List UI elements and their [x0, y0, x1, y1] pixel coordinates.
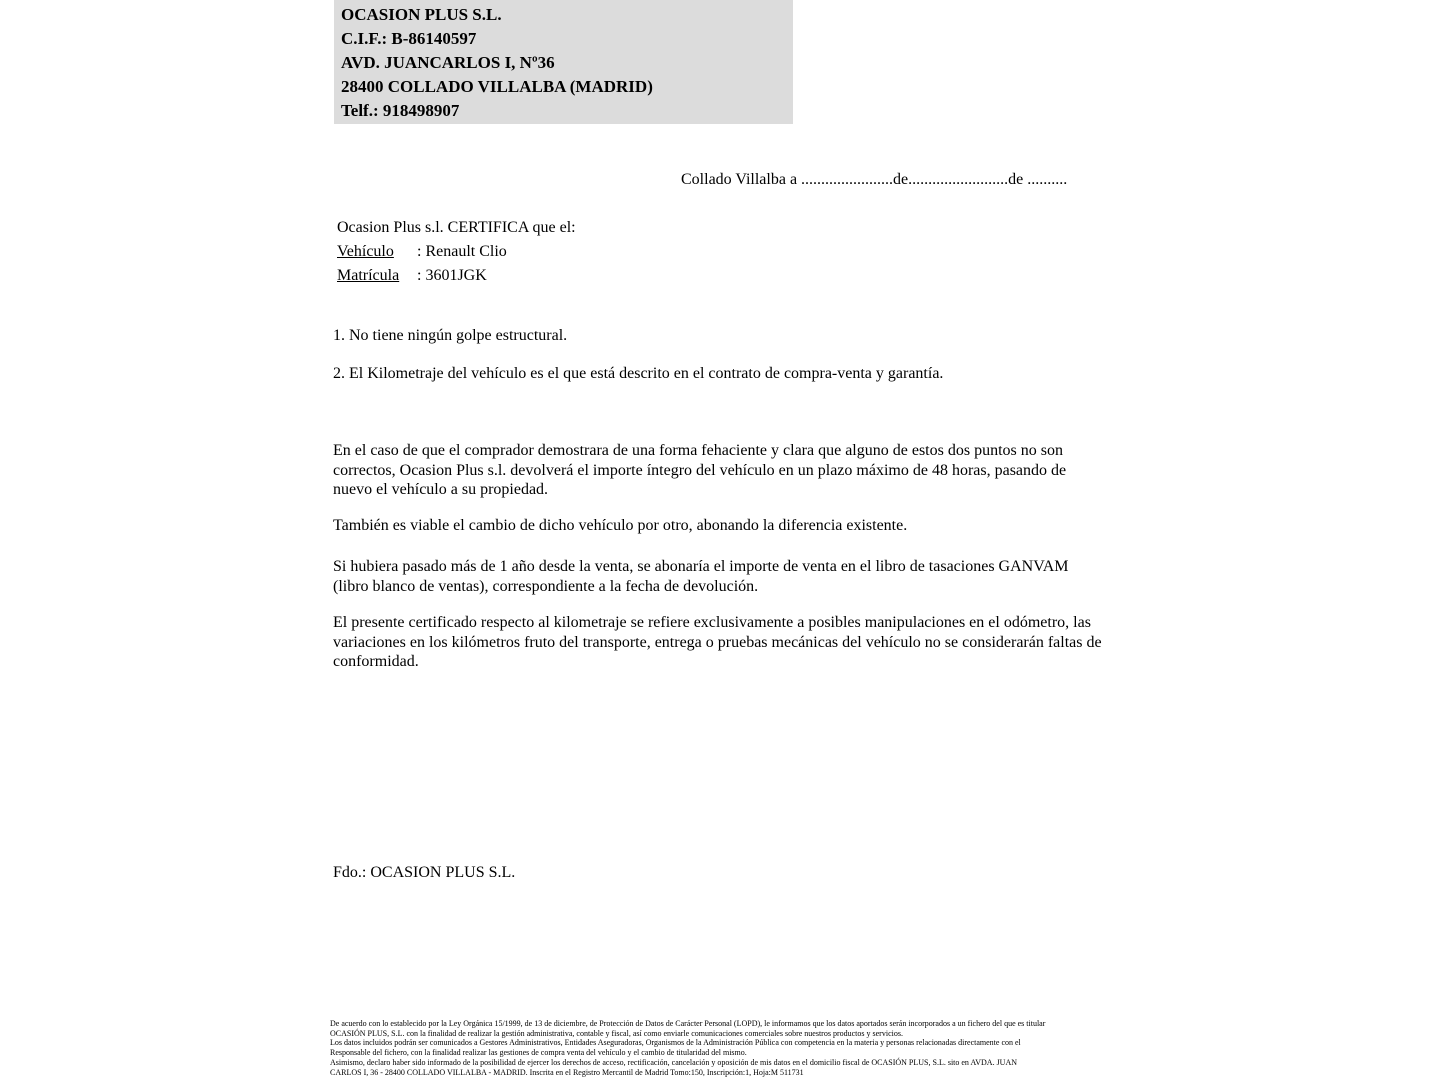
condition-point-1: 1. No tiene ningún golpe estructural. [333, 327, 568, 344]
paragraph-refund-policy: En el caso de que el comprador demostrara de una forma fehaciente y clara que alguno de estos dos puntos no son correctos, Ocasion Plus s.l. devolverá el importe íntegro del vehículo en un plazo máximo de 48 horas, pasando de nuevo el vehículo a su propiedad. [333, 442, 1067, 499]
plate-label-wrap [337, 264, 417, 288]
company-cif: C.I.F.: B-86140597 [341, 29, 477, 48]
legal-line-3: Los datos incluidos podrán ser comunicados a Gestores Administrativos, Entidades Aseguradoras, Organismos de la Administración Pública con competencia en la materia y personas relacionadas directamente con el [330, 1038, 1021, 1048]
paragraph-odometer-disclaimer: El presente certificado respecto al kilometraje se refiere exclusivamente a posibles manipulaciones en el odómetro, las variaciones en los kilómetros fruto del transporte, entrega o pruebas mecánicas del vehículo no se considerarán faltas de conformidad. [333, 614, 1102, 671]
paragraph-ganvam-valuation: Si hubiera pasado más de 1 año desde la venta, se abonaría el importe de venta en el libro de tasaciones GANVAM (libro blanco de ventas), correspondiente a la fecha de devolución. [333, 558, 1069, 595]
company-name: OCASION PLUS S.L. [341, 5, 502, 24]
certificate-intro: Ocasion Plus s.l. CERTIFICA que el: [337, 219, 576, 236]
company-phone: Telf.: 918498907 [341, 101, 460, 120]
company-city: 28400 COLLADO VILLALBA (MADRID) [341, 77, 653, 96]
legal-line-4: Responsable del fichero, con la finalidad realizar las gestiones de compra venta del vehículo y el cambio de titularidad del mismo. [330, 1048, 747, 1058]
date-line: Collado Villalba a .......................de.........................de .......... [681, 171, 1068, 188]
company-address: AVD. JUANCARLOS I, Nº36 [341, 53, 555, 72]
vehicle-value: : Renault Clio [417, 243, 507, 260]
company-header-box [334, 0, 793, 124]
vehicle-row [337, 240, 576, 264]
plate-value: : 3601JGK [417, 267, 487, 284]
plate-label: Matrícula [337, 267, 400, 284]
plate-row [337, 264, 576, 288]
certificate-block [337, 216, 576, 288]
vehicle-label-wrap [337, 240, 417, 264]
vehicle-label: Vehículo [337, 243, 394, 260]
legal-line-1: De acuerdo con lo establecido por la Ley Orgánica 15/1999, de 13 de diciembre, de Protección de Datos de Carácter Personal (LOPD), le informamos que los datos aportados serán incorporados a un fichero del que es titular [330, 1019, 1046, 1028]
legal-line-5: Asimismo, declaro haber sido informado de la posibilidad de ejercer los derechos de acceso, rectificación, cancelación y oposición de mis datos en el domicilio fiscal de OCASIÓN PLUS, S.L. sito en AVDA. JUAN [330, 1057, 1018, 1067]
legal-line-6: CARLOS I, 36 - 28400 COLLADO VILLALBA - MADRID. Inscrita en el Registro Mercantil de Madrid Tomo:150, Inscripción:1, Hoja:M 511731 [330, 1067, 804, 1077]
legal-notice [330, 1019, 1045, 1077]
signature-line: Fdo.: OCASION PLUS S.L. [333, 864, 516, 881]
paragraph-exchange-option: También es viable el cambio de dicho vehículo por otro, abonando la diferencia existente. [333, 517, 908, 534]
legal-line-2: OCASIÓN PLUS, S.L. con la finalidad de realizar la gestión administrativa, contable y fiscal, así como enviarle comunicaciones comerciales sobre nuestros productos y servicios. [330, 1028, 903, 1038]
condition-point-2: 2. El Kilometraje del vehículo es el que está descrito en el contrato de compra-venta y garantía. [333, 365, 944, 382]
